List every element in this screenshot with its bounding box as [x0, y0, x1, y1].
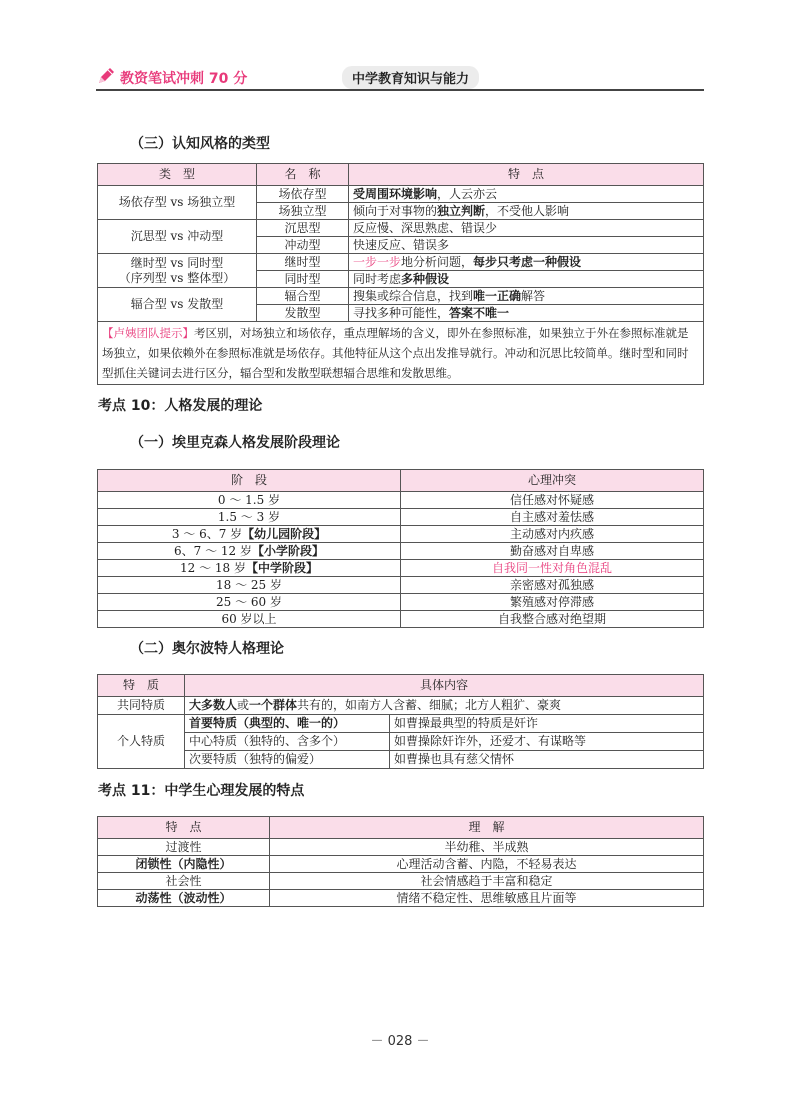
stage-age: 25 ～ 60 岁 [216, 594, 282, 609]
style-feature-cell [349, 237, 704, 254]
stage-cell [98, 560, 401, 577]
tip-text: 考区别，对场独立和场依存，重点理解场的含义，即外在参照标准，如果独立于外在参照标准就是场独立，如果依赖外在参照标准就是场依存。其他特征从这个点出发推导就行。冲动和沉思比较简单。继时型和同时型抓住关键词去进行区分，辐合型和发散型联想辐合思维和发散思维。 [102, 326, 689, 380]
point10-title: 考点 10：人格发展的理论 [98, 398, 263, 414]
col-header-conflict: 心理冲突 [401, 470, 704, 492]
point11-title: 考点 11：中学生心理发展的特点 [98, 783, 305, 799]
page-number: － 028 － [370, 1034, 430, 1049]
feature-desc-cell: 心理活动含蓄、内隐，不轻易表达 [270, 856, 704, 873]
table-row [98, 890, 704, 907]
cardinal-trait: 首要特质（典型的、唯一的） [185, 715, 390, 733]
table-row [98, 220, 704, 237]
common-desc-segment: 共有的，如南方人含蓄、细腻；北方人粗犷、豪爽 [297, 698, 562, 712]
pencil-icon [96, 66, 116, 86]
style-type-cell [98, 186, 257, 220]
stage-cell [98, 543, 401, 560]
stage-age: 6、7 ～ 12 岁 [174, 543, 252, 558]
col-header-trait: 特 质 [98, 675, 185, 697]
feature-segment: 搜集或综合信息，找到 [353, 288, 474, 303]
stage-school-level: 【中学阶段】 [245, 560, 318, 575]
style-type-alias: （序列型 vs 整体型） [118, 270, 236, 285]
style-type-label: 场依存型 vs 场独立型 [118, 195, 236, 209]
section-title-erikson: （一）埃里克森人格发展阶段理论 [130, 435, 340, 451]
style-type-cell [98, 220, 257, 254]
conflict-cell: 自主感对羞怯感 [401, 509, 704, 526]
feature-name-cell: 过渡性 [98, 839, 270, 856]
secondary-trait-desc: 如曹操也具有慈父情怀 [390, 751, 704, 769]
feature-desc-cell: 半幼稚、半成熟 [270, 839, 704, 856]
table-row [98, 577, 704, 594]
middle-school-features-table [97, 816, 704, 907]
section-title-cognitive-style: （三）认知风格的类型 [130, 136, 270, 152]
style-name-cell: 继时型 [257, 254, 349, 271]
col-header-stage: 阶 段 [98, 470, 401, 492]
col-header-content: 具体内容 [185, 675, 704, 697]
table-row [98, 594, 704, 611]
table-row [98, 526, 704, 543]
central-trait: 中心特质（独特的、含多个） [185, 733, 390, 751]
cognitive-style-rows [98, 186, 704, 322]
stage-cell [98, 526, 401, 543]
book-subtitle: 中学教育知识与能力 [342, 66, 479, 89]
style-name-cell: 辐合型 [257, 288, 349, 305]
central-trait-desc: 如曹操除奸诈外，还爱才、有谋略等 [390, 733, 704, 751]
style-feature-cell [349, 220, 704, 237]
common-trait-desc [185, 697, 704, 715]
features-rows [98, 839, 704, 907]
section-title-allport: （二）奥尔波特人格理论 [130, 641, 284, 657]
stage-cell [98, 611, 401, 628]
style-feature-cell [349, 254, 704, 271]
style-type-label: 继时型 vs 同时型 [130, 255, 224, 270]
feature-segment: ，不受他人影响 [485, 203, 570, 218]
feature-segment: 快速反应、错误多 [353, 237, 450, 252]
table-row [98, 288, 704, 305]
col-header-name: 名 称 [257, 164, 349, 186]
stage-school-level: 【小学阶段】 [251, 543, 324, 558]
col-header-feature: 特 点 [349, 164, 704, 186]
personal-trait-label: 个人特质 [98, 715, 185, 769]
stage-age: 60 岁以上 [221, 611, 277, 626]
stage-age: 0 ～ 1.5 岁 [217, 492, 281, 507]
feature-segment: 独立判断 [437, 203, 486, 218]
erikson-table [97, 469, 704, 628]
style-feature-cell [349, 305, 704, 322]
feature-name-cell: 社会性 [98, 873, 270, 890]
feature-segment: 寻找多种可能性， [353, 305, 450, 320]
running-header [96, 64, 704, 92]
style-name-cell: 场依存型 [257, 186, 349, 203]
conflict-cell: 自我整合感对绝望期 [401, 611, 704, 628]
style-type-label: 辐合型 vs 发散型 [130, 297, 224, 311]
feature-segment: 反应慢、深思熟虑、错误少 [353, 220, 498, 235]
common-trait-label: 共同特质 [98, 697, 185, 715]
tip-note [98, 322, 704, 385]
feature-desc-cell: 情绪不稳定性、思维敏感且片面等 [270, 890, 704, 907]
style-type-cell [98, 288, 257, 322]
feature-segment: 倾向于对事物的 [353, 203, 438, 218]
table-row [98, 839, 704, 856]
cardinal-trait-desc: 如曹操最典型的特质是奸诈 [390, 715, 704, 733]
feature-name-cell: 动荡性（波动性） [98, 890, 270, 907]
feature-segment: ，人云亦云 [437, 186, 498, 201]
feature-segment: 一步一步 [353, 254, 402, 269]
cognitive-style-table [97, 163, 704, 385]
style-name-cell: 发散型 [257, 305, 349, 322]
style-type-label: 沉思型 vs 冲动型 [130, 229, 224, 243]
stage-age: 3 ～ 6、7 岁 [171, 526, 243, 541]
feature-segment: 唯一正确 [473, 288, 522, 303]
style-feature-cell [349, 288, 704, 305]
col-header-feature: 特 点 [98, 817, 270, 839]
table-row [98, 543, 704, 560]
style-name-cell: 同时型 [257, 271, 349, 288]
feature-segment: 受周围环境影响 [353, 186, 438, 201]
feature-segment: 答案不唯一 [449, 305, 510, 320]
book-title: 教资笔试冲刺 70 分 [120, 71, 248, 87]
style-feature-cell [349, 271, 704, 288]
stage-cell [98, 594, 401, 611]
conflict-cell: 勤奋感对自卑感 [401, 543, 704, 560]
table-row [98, 856, 704, 873]
feature-segment: 解答 [521, 288, 546, 303]
feature-segment: 每步只考虑一种假设 [473, 254, 582, 269]
feature-desc-cell: 社会情感趋于丰富和稳定 [270, 873, 704, 890]
table-row [98, 186, 704, 203]
style-type-cell [98, 254, 257, 288]
stage-cell [98, 577, 401, 594]
feature-segment: 同时考虑 [353, 271, 402, 286]
common-desc-segment: 大多数人 [189, 698, 238, 712]
conflict-cell: 亲密感对孤独感 [401, 577, 704, 594]
allport-table [97, 674, 704, 769]
col-header-understanding: 理 解 [270, 817, 704, 839]
style-name-cell: 冲动型 [257, 237, 349, 254]
tip-tag: 【卢姨团队提示】 [102, 326, 194, 340]
stage-school-level: 【幼儿园阶段】 [242, 526, 327, 541]
table-row [98, 873, 704, 890]
col-header-type: 类 型 [98, 164, 257, 186]
header-divider [96, 89, 704, 91]
common-desc-segment: 或 [237, 698, 250, 712]
stage-cell [98, 509, 401, 526]
style-feature-cell [349, 186, 704, 203]
style-name-cell: 场独立型 [257, 203, 349, 220]
stage-age: 1.5 ～ 3 岁 [217, 509, 281, 524]
erikson-rows [98, 492, 704, 628]
stage-cell [98, 492, 401, 509]
style-name-cell: 沉思型 [257, 220, 349, 237]
conflict-cell: 自我同一性对角色混乱 [401, 560, 704, 577]
feature-segment: 多种假设 [401, 271, 450, 286]
stage-age: 12 ～ 18 岁 [180, 560, 246, 575]
table-row [98, 560, 704, 577]
feature-segment: 地分析问题， [401, 254, 474, 269]
secondary-trait: 次要特质（独特的偏爱） [185, 751, 390, 769]
table-row [98, 611, 704, 628]
stage-age: 18 ～ 25 岁 [216, 577, 282, 592]
conflict-cell: 信任感对怀疑感 [401, 492, 704, 509]
common-desc-segment: 一个群体 [249, 698, 298, 712]
conflict-cell: 主动感对内疚感 [401, 526, 704, 543]
table-row [98, 509, 704, 526]
table-row [98, 254, 704, 271]
style-feature-cell [349, 203, 704, 220]
table-row [98, 492, 704, 509]
conflict-cell: 繁殖感对停滞感 [401, 594, 704, 611]
feature-name-cell: 闭锁性（内隐性） [98, 856, 270, 873]
